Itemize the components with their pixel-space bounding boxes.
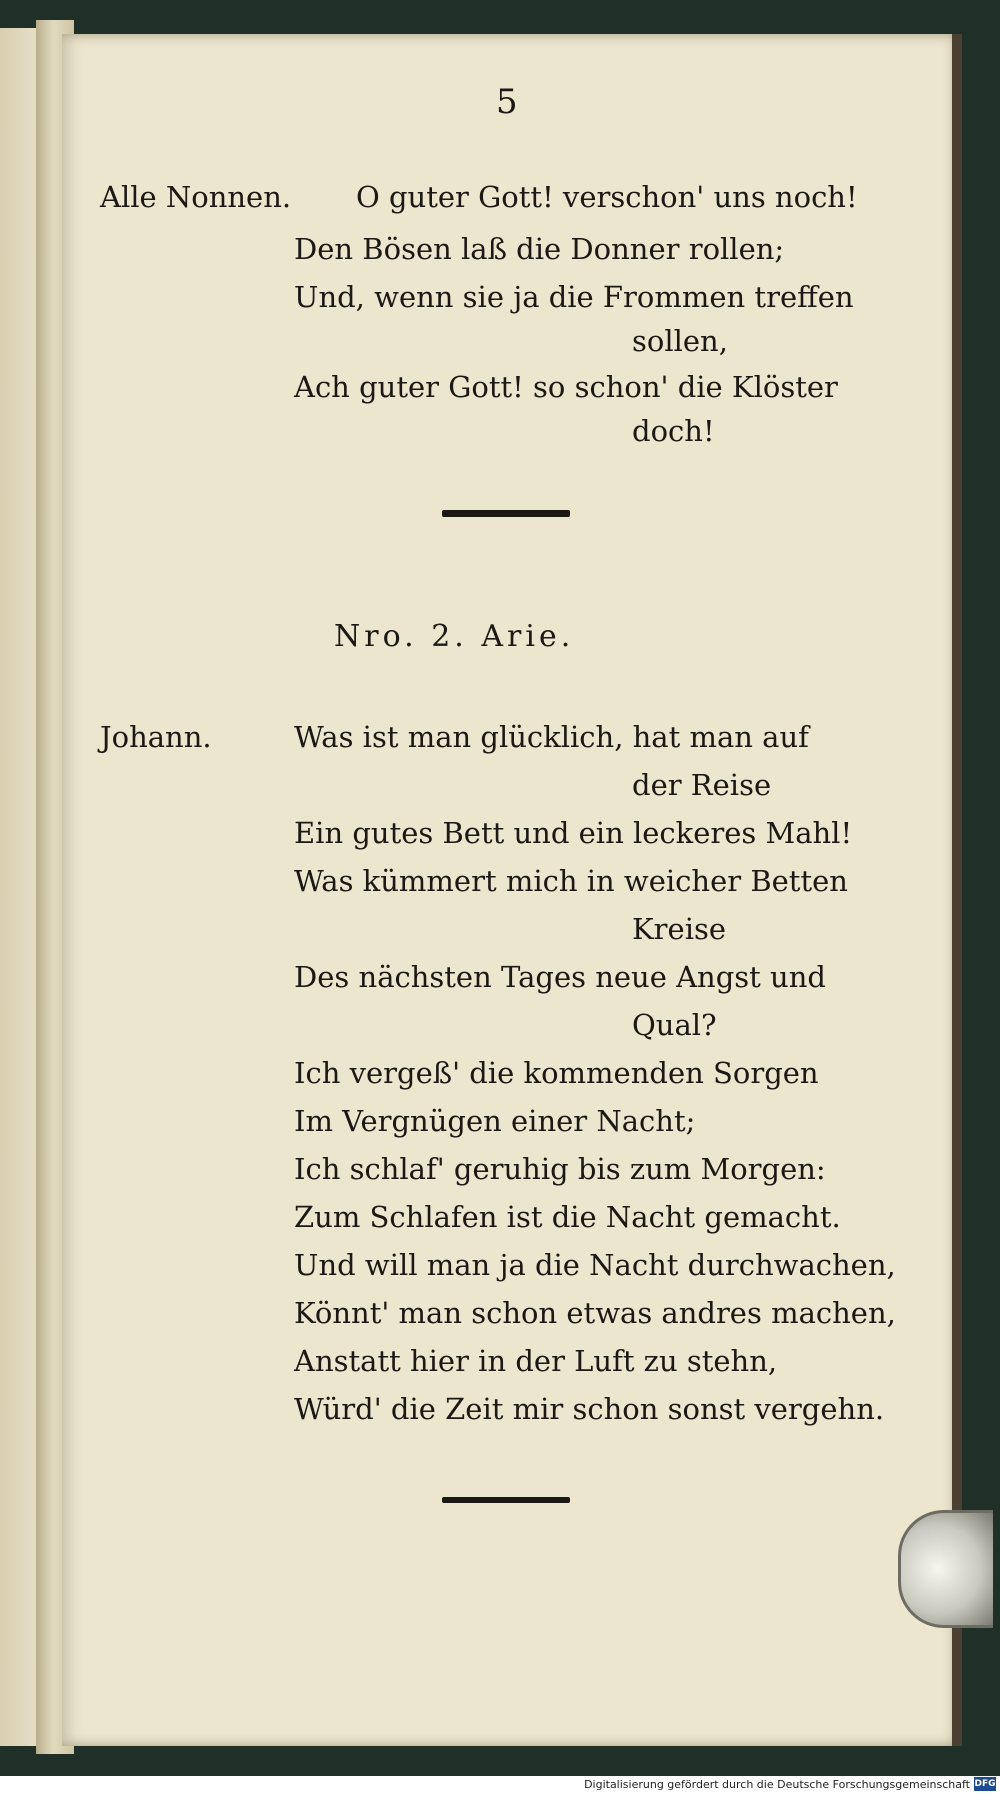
verse-line: Was ist man glücklich, hat man auf xyxy=(294,720,809,754)
verse-line: O guter Gott! verschon' uns noch! xyxy=(356,180,858,214)
page-number: 5 xyxy=(496,82,518,122)
verse-line-continuation: sollen, xyxy=(632,324,728,358)
speaker-johann: Johann. xyxy=(100,720,212,754)
verse-line: Zum Schlafen ist die Nacht gemacht. xyxy=(294,1200,841,1234)
digitization-credit: Digitalisierung gefördert durch die Deutsche Forschungsgemeinschaft xyxy=(584,1778,970,1791)
verse-line: Würd' die Zeit mir schon sonst vergehn. xyxy=(294,1392,885,1426)
book-page xyxy=(62,34,959,1746)
dfg-logo: DFG xyxy=(974,1779,996,1789)
verse-line: Ich vergeß' die kommenden Sorgen xyxy=(294,1056,819,1090)
verse-line-continuation: Kreise xyxy=(632,912,727,946)
section-divider xyxy=(442,1497,570,1503)
verse-line: Des nächsten Tages neue Angst und xyxy=(294,960,826,994)
section-divider xyxy=(442,510,570,517)
verse-line: Und, wenn sie ja die Frommen treffen xyxy=(294,280,854,314)
verse-line: Und will man ja die Nacht durchwachen, xyxy=(294,1248,896,1282)
verse-line: Im Vergnügen einer Nacht; xyxy=(294,1104,696,1138)
verse-line: Anstatt hier in der Luft zu stehn, xyxy=(294,1344,778,1378)
verse-line: Könnt' man schon etwas andres machen, xyxy=(294,1296,896,1330)
page-clip xyxy=(898,1510,993,1628)
page-edge xyxy=(952,34,962,1746)
speaker-alle-nonnen: Alle Nonnen. xyxy=(100,180,292,214)
verse-line: Den Bösen laß die Donner rollen; xyxy=(294,232,785,266)
verse-line: Ein gutes Bett und ein leckeres Mahl! xyxy=(294,816,853,850)
verse-line-continuation: doch! xyxy=(632,414,715,448)
verse-line-continuation: der Reise xyxy=(632,768,772,802)
verse-line: Ich schlaf' geruhig bis zum Morgen: xyxy=(294,1152,826,1186)
verse-line-continuation: Qual? xyxy=(632,1008,717,1042)
section-heading: Nro. 2. Arie. xyxy=(334,619,575,654)
verse-line: Was kümmert mich in weicher Betten xyxy=(294,864,848,898)
verse-line: Ach guter Gott! so schon' die Klöster xyxy=(294,370,838,404)
